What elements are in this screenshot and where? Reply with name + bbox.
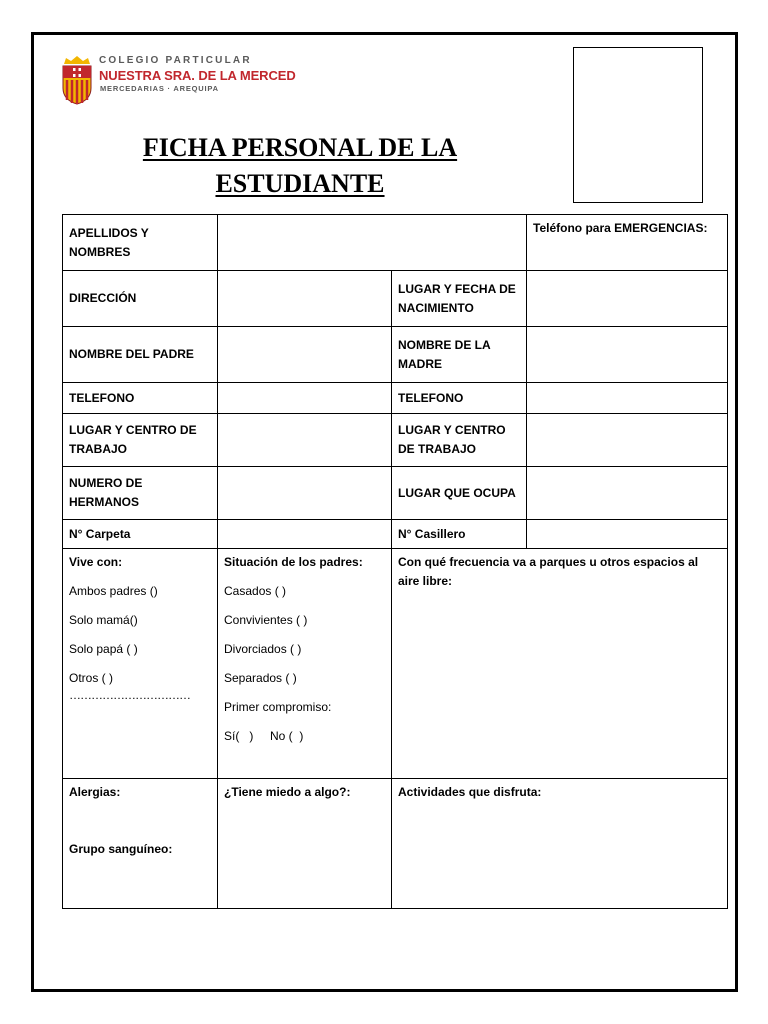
- input-lugar-ocupa[interactable]: [527, 467, 728, 520]
- primer-compromiso-label: Primer compromiso:: [224, 700, 332, 714]
- school-crest-icon: [63, 56, 91, 104]
- input-nombre-padre[interactable]: [218, 327, 392, 383]
- vive-con-option[interactable]: Solo mamá(): [69, 613, 138, 627]
- label-nombre-padre: NOMBRE DEL PADRE: [63, 327, 218, 383]
- table-row: [63, 271, 728, 327]
- school-location: MERCEDARIAS · AREQUIPA: [100, 84, 219, 93]
- table-row: [63, 215, 728, 271]
- situacion-option[interactable]: Separados ( ): [224, 671, 297, 685]
- input-telefono-madre[interactable]: [527, 383, 728, 414]
- label-casillero: N° Casillero: [392, 520, 527, 549]
- label-telefono-emergencias: Teléfono para EMERGENCIAS:: [527, 215, 728, 271]
- primer-compromiso-options[interactable]: Sí( ) No ( ): [224, 729, 304, 743]
- vive-con-blank-line[interactable]: ……………………………: [69, 688, 190, 702]
- table-row: [63, 549, 728, 779]
- vive-con-heading: Vive con:: [69, 555, 123, 569]
- vive-con-option[interactable]: Otros ( ): [69, 671, 113, 685]
- input-lugar-fecha-nacimiento[interactable]: [527, 271, 728, 327]
- vive-con-option[interactable]: Solo papá ( ): [69, 642, 138, 656]
- actividades-label: Actividades que disfruta:: [398, 785, 542, 799]
- frecuencia-label: Con qué frecuencia va a parques u otros espacios al aire libre:: [398, 555, 699, 588]
- alergias-cell[interactable]: [63, 779, 218, 909]
- situacion-heading: Situación de los padres:: [224, 555, 363, 569]
- school-name-line2: NUESTRA SRA. DE LA MERCED: [99, 68, 296, 83]
- input-trabajo-madre[interactable]: [527, 414, 728, 467]
- label-telefono-madre: TELEFONO: [392, 383, 527, 414]
- title-line2: ESTUDIANTE: [215, 169, 385, 198]
- input-numero-hermanos[interactable]: [218, 467, 392, 520]
- label-lugar-ocupa: LUGAR QUE OCUPA: [392, 467, 527, 520]
- miedo-label: ¿Tiene miedo a algo?:: [224, 785, 351, 799]
- page-title: [80, 130, 520, 202]
- label-telefono-padre: TELEFONO: [63, 383, 218, 414]
- input-nombre-madre[interactable]: [527, 327, 728, 383]
- table-row: [63, 520, 728, 549]
- actividades-cell[interactable]: [392, 779, 728, 909]
- title-line1: FICHA PERSONAL DE LA: [142, 133, 458, 162]
- alergias-label: Alergias:: [69, 785, 121, 799]
- input-direccion[interactable]: [218, 271, 392, 327]
- table-row: [63, 414, 728, 467]
- table-row: [63, 467, 728, 520]
- label-numero-hermanos: NUMERO DE HERMANOS: [63, 467, 218, 520]
- label-trabajo-madre: LUGAR Y CENTRO DE TRABAJO: [392, 414, 527, 467]
- situacion-option[interactable]: Casados ( ): [224, 584, 287, 598]
- situacion-option[interactable]: Divorciados ( ): [224, 642, 302, 656]
- grupo-sanguineo-label: Grupo sanguíneo:: [69, 842, 173, 856]
- label-apellidos: APELLIDOS Y NOMBRES: [63, 215, 218, 271]
- miedo-cell[interactable]: [218, 779, 392, 909]
- label-trabajo-padre: LUGAR Y CENTRO DE TRABAJO: [63, 414, 218, 467]
- label-nombre-madre: NOMBRE DE LA MADRE: [392, 327, 527, 383]
- situacion-option[interactable]: Convivientes ( ): [224, 613, 308, 627]
- table-row: [63, 327, 728, 383]
- vive-con-option[interactable]: Ambos padres (): [69, 584, 158, 598]
- input-carpeta[interactable]: [218, 520, 392, 549]
- photo-box[interactable]: [573, 47, 703, 203]
- vive-con-cell[interactable]: [63, 549, 218, 779]
- input-casillero[interactable]: [527, 520, 728, 549]
- school-name-line1: COLEGIO PARTICULAR: [99, 55, 252, 66]
- situacion-padres-cell[interactable]: [218, 549, 392, 779]
- student-form-table: [62, 214, 728, 909]
- label-carpeta: N° Carpeta: [63, 520, 218, 549]
- label-direccion: DIRECCIÓN: [63, 271, 218, 327]
- input-apellidos[interactable]: [218, 215, 527, 271]
- table-row: [63, 779, 728, 909]
- table-row: [63, 383, 728, 414]
- frecuencia-cell[interactable]: [392, 549, 728, 779]
- label-lugar-fecha-nacimiento: LUGAR Y FECHA DE NACIMIENTO: [392, 271, 527, 327]
- input-telefono-padre[interactable]: [218, 383, 392, 414]
- input-trabajo-padre[interactable]: [218, 414, 392, 467]
